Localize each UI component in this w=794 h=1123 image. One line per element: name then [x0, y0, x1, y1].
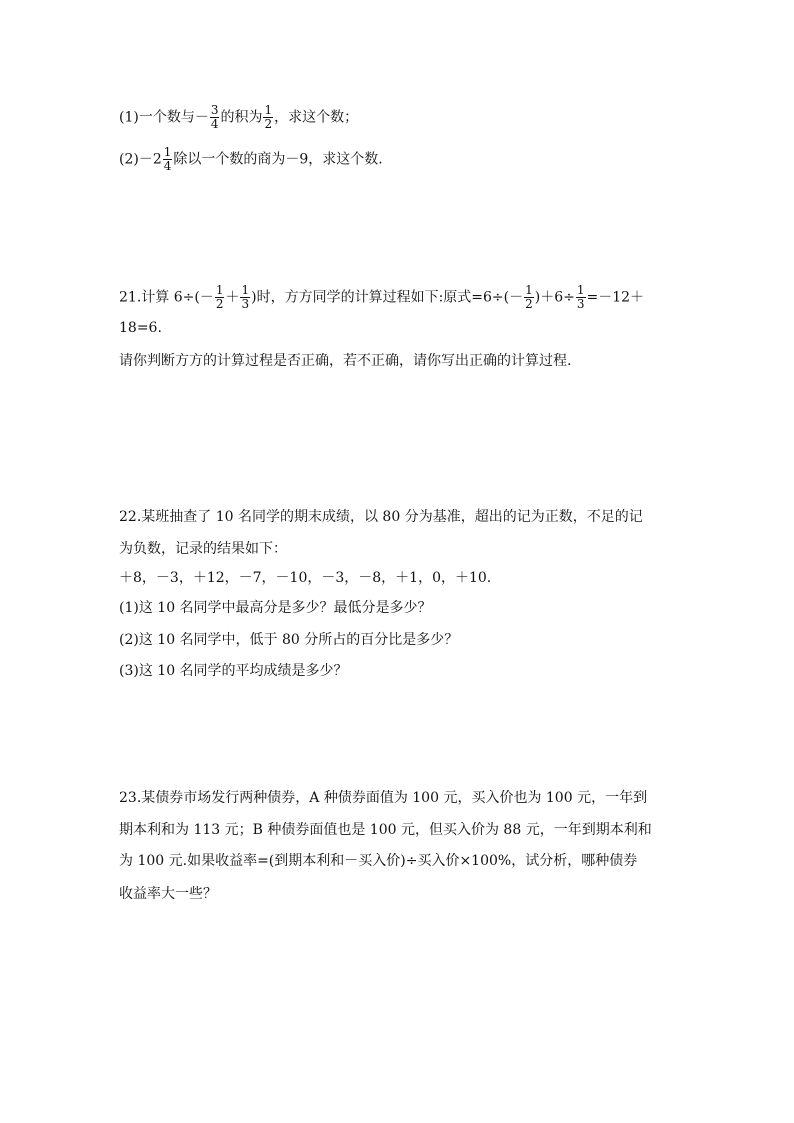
- fraction: [524, 284, 534, 311]
- text: ＋: [225, 289, 240, 306]
- denominator: 2: [264, 117, 273, 131]
- fraction: [263, 104, 273, 131]
- problem-23-line-1: 23.某债券市场发行两种债券，A 种债券面值为 100 元，买入价也为 100 元，一年到: [119, 790, 648, 806]
- problem-23-line-2: 期本利和为 113 元；B 种债券面值也是 100 元，但买入价为 88 元，一年到期本利和: [119, 822, 652, 838]
- text: (1)一个数与－: [119, 109, 209, 126]
- problem-20-part-2: [119, 146, 383, 173]
- text: 除以一个数的商为－9，求这个数.: [173, 151, 383, 168]
- fraction: [576, 284, 586, 311]
- fraction: [163, 146, 173, 173]
- numerator: 1: [525, 283, 533, 297]
- problem-21-line-3: 请你判断方方的计算过程是否正确，若不正确，请你写出正确的计算过程.: [119, 353, 572, 369]
- fraction: [215, 284, 225, 311]
- denominator: 3: [241, 297, 250, 311]
- denominator: 3: [576, 297, 585, 311]
- text: 21.计算 6÷(－: [119, 289, 214, 306]
- text: 的积为: [220, 109, 263, 126]
- numerator: 1: [264, 103, 273, 117]
- problem-22-question-3: (3)这 10 名同学的平均成绩是多少？: [119, 663, 348, 679]
- problem-22-line-3: ＋8，－3，＋12，－7，－10，－3，－8，＋1，0，＋10.: [119, 570, 492, 586]
- denominator: 2: [215, 297, 224, 311]
- problem-20-part-1: [119, 104, 358, 131]
- denominator: 4: [163, 159, 172, 173]
- text: ，求这个数；: [274, 109, 359, 126]
- denominator: 2: [525, 297, 533, 311]
- numerator: 3: [210, 103, 219, 117]
- problem-22-question-1: (1)这 10 名同学中最高分是多少？最低分是多少？: [119, 600, 432, 616]
- numerator: 1: [163, 145, 172, 159]
- problem-23-line-4: 收益率大一些？: [119, 886, 217, 902]
- problem-21-line-1: [119, 284, 644, 311]
- fraction: [240, 284, 250, 311]
- text: )时，方方同学的计算过程如下:原式=6÷(－: [251, 289, 524, 306]
- text: )＋6÷: [534, 289, 575, 306]
- numerator: 1: [576, 283, 585, 297]
- problem-22-line-1: 22.某班抽查了 10 名同学的期末成绩，以 80 分为基准，超出的记为正数，不足的记: [119, 509, 643, 525]
- text: (2)－2: [119, 151, 162, 168]
- numerator: 1: [215, 283, 224, 297]
- fraction: [210, 104, 220, 131]
- problem-23-line-3: 为 100 元.如果收益率=(到期本利和－买入价)÷买入价×100%，试分析，哪种债券: [119, 853, 638, 869]
- numerator: 1: [241, 283, 250, 297]
- problem-21-line-2: 18=6.: [119, 320, 162, 336]
- problem-22-question-2: (2)这 10 名同学中，低于 80 分所占的百分比是多少？: [119, 632, 459, 648]
- denominator: 4: [210, 117, 219, 131]
- text: =－12＋: [586, 289, 645, 306]
- problem-22-line-2: 为负数，记录的结果如下：: [119, 541, 287, 557]
